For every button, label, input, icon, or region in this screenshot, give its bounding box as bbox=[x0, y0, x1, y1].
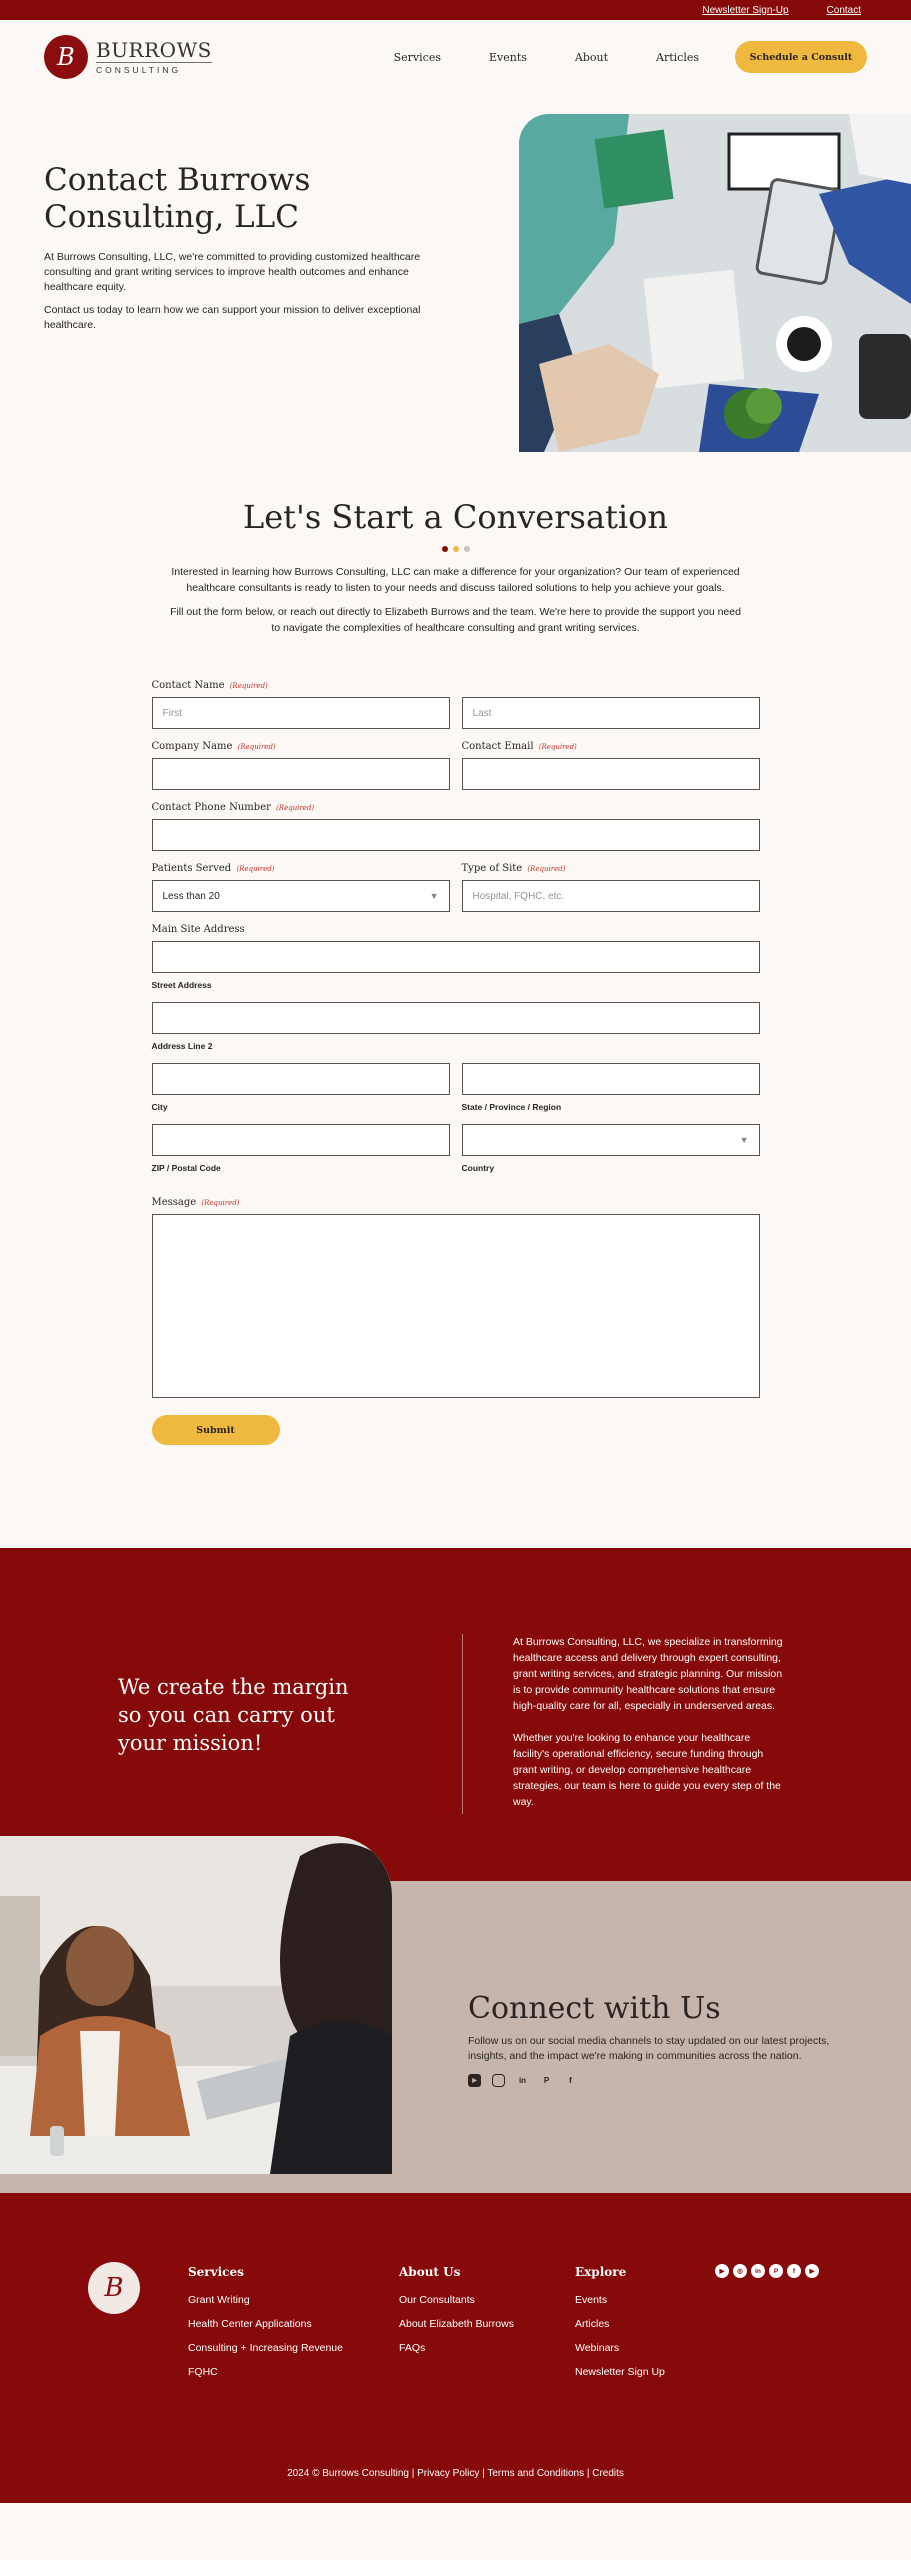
pinterest-icon[interactable]: P bbox=[769, 2264, 783, 2278]
submit-button[interactable]: Submit bbox=[152, 1415, 280, 1445]
youtube-icon[interactable]: ▶ bbox=[715, 2264, 729, 2278]
contact-phone-input[interactable] bbox=[152, 819, 760, 851]
footer-link[interactable]: FAQs bbox=[399, 2342, 426, 2354]
conversation-section bbox=[0, 452, 911, 1445]
footer-explore bbox=[575, 2265, 665, 2390]
hero-photo-meeting bbox=[519, 114, 911, 452]
address-line-2-sublabel: Address Line 2 bbox=[151, 1041, 213, 1051]
section-title: Let's Start a Conversation bbox=[242, 498, 668, 536]
connect-paragraph: Follow us on our social media channels to stay updated on our latest projects, insights, and the impact we're making in communities across the nation. bbox=[468, 2035, 830, 2062]
hero-paragraph: Contact us today to learn how we can support your mission to deliver exceptional healthcare. bbox=[44, 304, 421, 331]
required-marker: (Required) bbox=[276, 804, 315, 812]
separator: | bbox=[482, 2468, 485, 2479]
decorative-dots bbox=[0, 546, 911, 552]
patients-served-select[interactable] bbox=[152, 880, 450, 912]
mission-paragraph: Whether you're looking to enhance your healthcare facility's operational efficiency, secure funding through grant writing, or develop comprehensive healthcare strategies, our team is here to guide you every step of the way. bbox=[513, 1732, 781, 1808]
schedule-consult-button[interactable]: Schedule a Consult bbox=[735, 41, 867, 73]
state-sublabel: State / Province / Region bbox=[461, 1102, 562, 1112]
logo-badge: B bbox=[44, 35, 88, 79]
instagram-icon[interactable] bbox=[492, 2074, 505, 2087]
youtube-icon[interactable]: ▶ bbox=[468, 2074, 481, 2087]
contact-phone-label: Contact Phone Number (Required) bbox=[151, 802, 315, 813]
footer-link[interactable]: Events bbox=[575, 2294, 608, 2306]
required-marker: (Required) bbox=[236, 865, 275, 873]
patients-served-label: Patients Served (Required) bbox=[151, 863, 275, 874]
page-title: Contact Burrows Consulting, LLC bbox=[44, 162, 311, 235]
conversation-paragraph: Fill out the form below, or reach out directly to Elizabeth Burrows and the team. We're here to provide the support you need to navigate the complexities of healthcare consulting and grant writing services. bbox=[170, 606, 741, 634]
connect-title: Connect with Us bbox=[468, 1991, 721, 2026]
hero-paragraph: At Burrows Consulting, LLC, we're committed to providing customized healthcare consulting and grant writing services to improve health outcomes and enhance healthcare equity. bbox=[44, 251, 421, 293]
first-name-input[interactable]: First bbox=[152, 697, 450, 729]
footer-link[interactable]: Consulting + Increasing Revenue bbox=[188, 2342, 343, 2354]
required-marker: (Required) bbox=[201, 1199, 240, 1207]
site-footer bbox=[0, 2193, 911, 2503]
nav-events[interactable]: Events bbox=[488, 50, 527, 64]
linkedin-icon[interactable]: in bbox=[518, 2076, 527, 2085]
dot-gold bbox=[453, 546, 459, 552]
facebook-icon[interactable]: f bbox=[569, 2076, 572, 2085]
connect-text bbox=[468, 1991, 868, 2087]
company-name-label: Company Name (Required) bbox=[151, 741, 276, 752]
logo-sub: CONSULTING bbox=[96, 62, 212, 75]
main-site-address-label: Main Site Address bbox=[151, 924, 245, 935]
zip-sublabel: ZIP / Postal Code bbox=[151, 1163, 221, 1173]
connect-section bbox=[0, 1836, 911, 2193]
separator: | bbox=[586, 2468, 590, 2479]
footer-link[interactable]: Our Consultants bbox=[399, 2294, 475, 2306]
consultation-photo-illustration bbox=[0, 1836, 392, 2174]
last-name-input[interactable]: Last bbox=[462, 697, 760, 729]
contact-form bbox=[152, 680, 760, 1445]
nav-articles[interactable]: Articles bbox=[656, 50, 699, 64]
state-input[interactable] bbox=[462, 1063, 760, 1095]
patients-served-value: Less than 20 bbox=[162, 890, 220, 902]
footer-link[interactable]: FQHC bbox=[188, 2366, 218, 2378]
city-input[interactable] bbox=[152, 1063, 450, 1095]
pinterest-icon[interactable]: P bbox=[543, 2076, 550, 2085]
footer-heading: About Us bbox=[399, 2265, 461, 2279]
dot-red bbox=[442, 546, 448, 552]
divider bbox=[462, 1634, 463, 1814]
contact-name-label: Contact Name (Required) bbox=[151, 680, 268, 691]
terms-link[interactable]: Terms and Conditions bbox=[487, 2468, 585, 2479]
youtube-icon[interactable]: ▶ bbox=[805, 2264, 819, 2278]
footer-about bbox=[399, 2265, 514, 2366]
logo-name: BURROWS bbox=[96, 37, 212, 62]
instagram-icon[interactable]: ◎ bbox=[733, 2264, 747, 2278]
conversation-paragraph: Interested in learning how Burrows Consulting, LLC can make a difference for your organization? Our team of experienced healthcare consultants is ready to listen to your needs and discuss tailored solutions to help you achieve your goals. bbox=[171, 566, 740, 594]
mission-text bbox=[513, 1634, 789, 1810]
country-select[interactable] bbox=[462, 1124, 760, 1156]
footer-link[interactable]: Grant Writing bbox=[188, 2294, 250, 2306]
address-line-2-input[interactable] bbox=[152, 1002, 760, 1034]
hero-text bbox=[44, 162, 444, 333]
dot-gray bbox=[464, 546, 470, 552]
main-nav bbox=[394, 51, 699, 64]
copyright: 2024 © Burrows Consulting | bbox=[287, 2468, 415, 2479]
footer-heading: Services bbox=[188, 2265, 244, 2279]
footer-social-links bbox=[715, 2264, 819, 2278]
footer-link[interactable]: Webinars bbox=[575, 2342, 620, 2354]
contact-email-label: Contact Email (Required) bbox=[461, 741, 577, 752]
footer-heading: Explore bbox=[575, 2265, 627, 2279]
consultation-photo bbox=[0, 1836, 392, 2174]
logo-text bbox=[96, 37, 212, 75]
chevron-down-icon: ▼ bbox=[429, 891, 439, 901]
type-of-site-label: Type of Site (Required) bbox=[461, 863, 566, 874]
site-header bbox=[0, 20, 911, 94]
nav-services[interactable]: Services bbox=[393, 50, 441, 64]
zip-input[interactable] bbox=[152, 1124, 450, 1156]
nav-about[interactable]: About bbox=[574, 50, 609, 64]
logo[interactable] bbox=[44, 35, 212, 79]
required-marker: (Required) bbox=[229, 682, 268, 690]
footer-link[interactable]: About Elizabeth Burrows bbox=[399, 2318, 514, 2330]
city-sublabel: City bbox=[151, 1102, 168, 1112]
required-marker: (Required) bbox=[527, 865, 566, 873]
hero-section bbox=[0, 94, 911, 452]
credits-link[interactable]: Credits bbox=[592, 2468, 624, 2479]
mission-section bbox=[0, 1548, 911, 1836]
mission-quote: We create the margin so you can carry out your mission! bbox=[118, 1675, 349, 1755]
top-bar bbox=[0, 0, 911, 20]
linkedin-icon[interactable]: in bbox=[751, 2264, 765, 2278]
social-links bbox=[468, 2074, 868, 2087]
contact-link[interactable]: Contact bbox=[826, 4, 861, 16]
message-label: Message (Required) bbox=[151, 1197, 240, 1208]
required-marker: (Required) bbox=[237, 743, 276, 751]
privacy-policy-link[interactable]: Privacy Policy bbox=[417, 2468, 480, 2479]
street-address-sublabel: Street Address bbox=[151, 980, 212, 990]
required-marker: (Required) bbox=[538, 743, 577, 751]
footer-link[interactable]: Health Center Applications bbox=[188, 2318, 312, 2330]
country-sublabel: Country bbox=[461, 1163, 495, 1173]
chevron-down-icon: ▼ bbox=[739, 1135, 749, 1145]
footer-services bbox=[188, 2265, 343, 2390]
contact-email-input[interactable] bbox=[462, 758, 760, 790]
company-name-input[interactable] bbox=[152, 758, 450, 790]
message-textarea[interactable] bbox=[152, 1214, 760, 1398]
mission-paragraph: At Burrows Consulting, LLC, we specialize in transforming healthcare access and delivery through expert consulting, grant writing services, and strategic planning. Our mission is to provide community healthcare solutions that ensure high-quality care for all, especially in underserved areas. bbox=[513, 1636, 783, 1712]
newsletter-signup-link[interactable]: Newsletter Sign-Up bbox=[702, 4, 789, 16]
street-address-input[interactable] bbox=[152, 941, 760, 973]
footer-logo[interactable]: B bbox=[88, 2262, 140, 2314]
meeting-photo-illustration bbox=[519, 114, 911, 452]
facebook-icon[interactable]: f bbox=[787, 2264, 801, 2278]
footer-link[interactable]: Newsletter Sign Up bbox=[575, 2366, 665, 2378]
footer-bottom bbox=[0, 2468, 911, 2479]
footer-link[interactable]: Articles bbox=[575, 2318, 610, 2330]
type-of-site-input[interactable]: Hospital, FQHC, etc. bbox=[462, 880, 760, 912]
